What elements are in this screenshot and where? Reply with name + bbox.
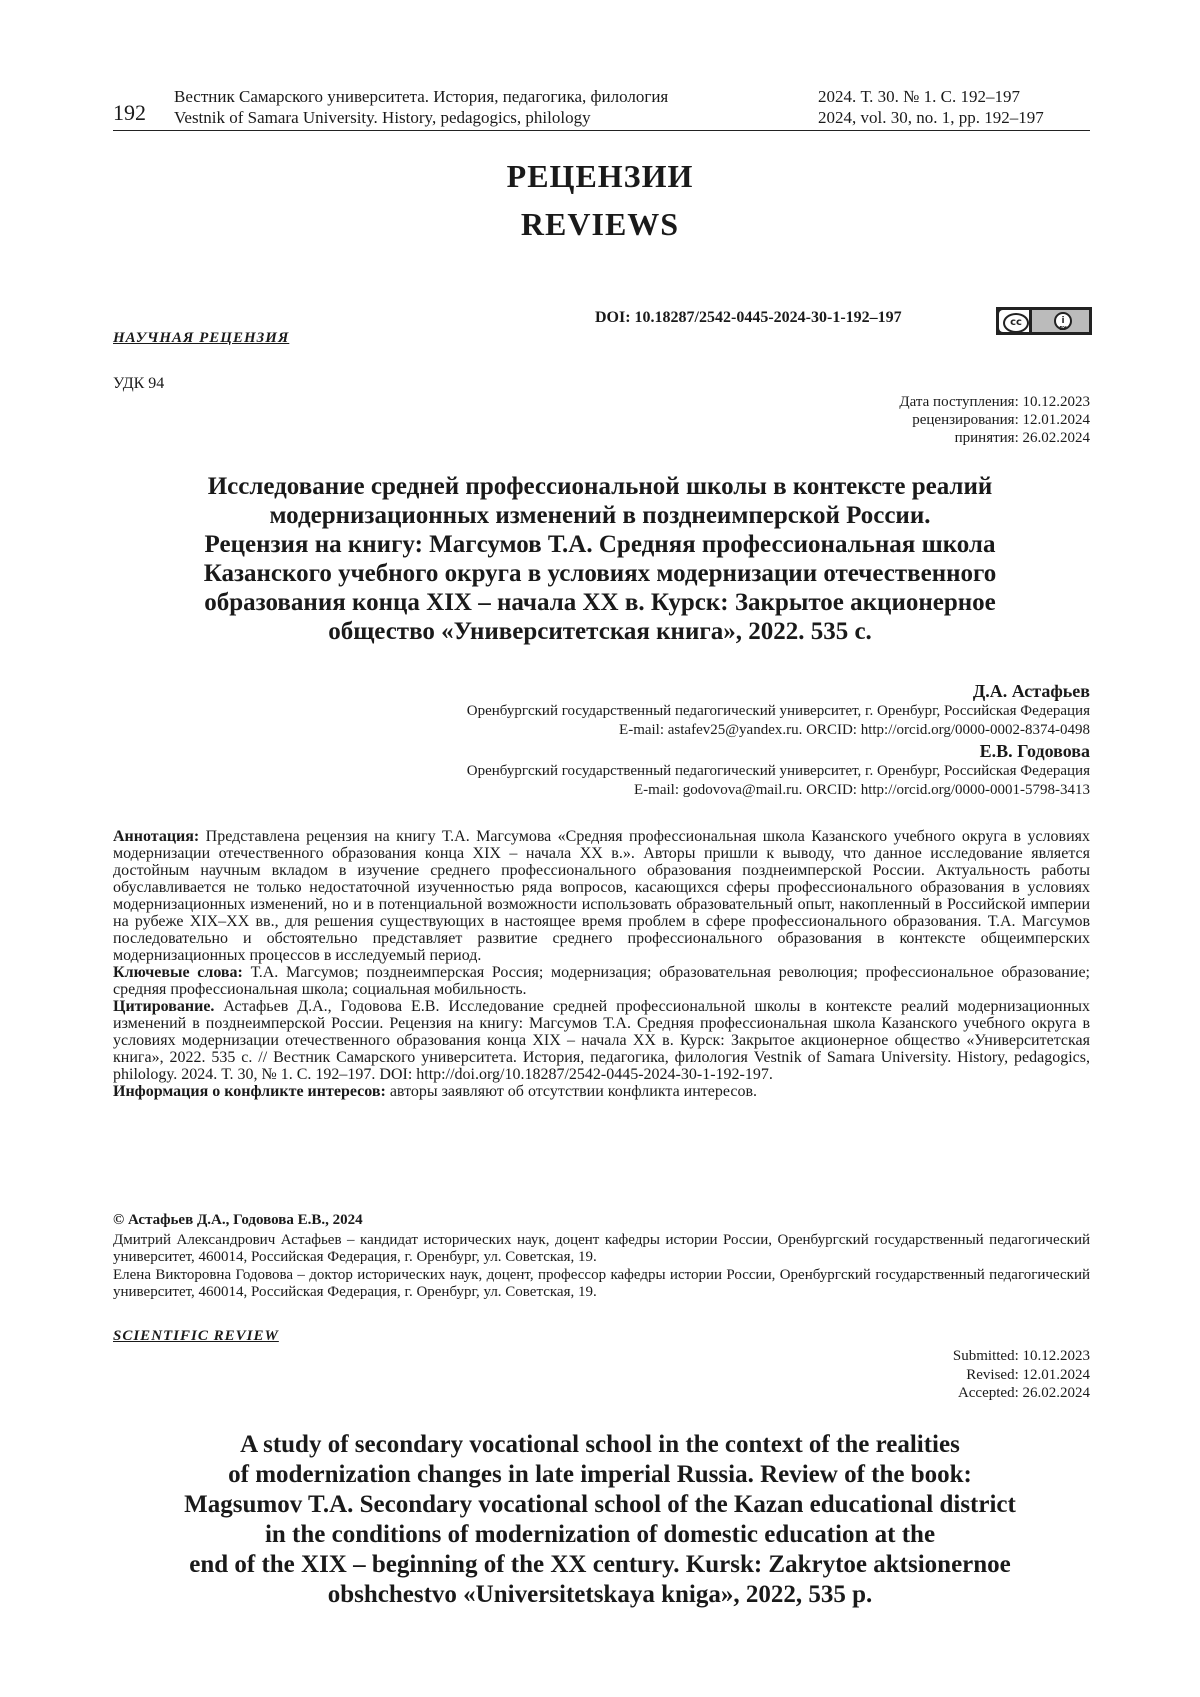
dates-ru xyxy=(899,393,1090,447)
date-reviewed: рецензирования: 12.01.2024 xyxy=(899,411,1090,429)
author-name: Е.В. Годовова xyxy=(467,740,1090,762)
title-line: in the conditions of modernization of domestic education at the xyxy=(120,1520,1080,1550)
title-line: общество «Университетская книга», 2022. 535 с. xyxy=(120,617,1080,646)
title-line: of modernization changes in late imperial Russia. Review of the book: xyxy=(120,1460,1080,1490)
title-line: Рецензия на книгу: Магсумов Т.А. Средняя профессиональная школа xyxy=(120,530,1080,559)
review-type-ru: НАУЧНАЯ РЕЦЕНЗИЯ xyxy=(113,330,289,347)
dates-en xyxy=(953,1347,1090,1403)
title-line: Исследование средней профессиональной школы в контексте реалий xyxy=(120,472,1080,501)
authors-block xyxy=(467,680,1090,800)
issue-info-en: 2024, vol. 30, no. 1, pp. 192–197 xyxy=(818,107,1044,128)
annotation-paragraph xyxy=(113,828,1090,964)
by-label: BY xyxy=(1054,326,1072,332)
citation-text: Астафьев Д.А., Годовова Е.В. Исследование средней профессиональной школы в контексте реалий модернизационных изменений в позднеимперской России. Рецензия на книгу: Магсумов Т.А. Средняя профессиональная школа Казанского учебного округа в условиях модернизации отечественного образования конца XIX – начала XX в. Курск: Закрытое акционерное общество «Университетская книга», 2022. 535 с. // Вестник Самарского университета. История, педагогика, филология Vestnik of Samara University. History, pedagogics, philology. 2024. Т. 30, № 1. С. 192–197. DOI: http://doi.org/10.18287/2542-0445-2024-30-1-192-197. xyxy=(113,998,1090,1083)
author-bio: Дмитрий Александрович Астафьев – кандидат исторических наук, доцент кафедры истории России, Оренбургский государственный педагогический университет, 460014, Российская Федерация, г. Оренбург, ул. Советская, 19. xyxy=(113,1232,1090,1267)
page-number: 192 xyxy=(113,100,146,126)
conflict-label: Информация о конфликте интересов: xyxy=(113,1083,386,1100)
title-line: Magsumov T.A. Secondary vocational school of the Kazan educational district xyxy=(120,1490,1080,1520)
keywords-label: Ключевые слова: xyxy=(113,964,243,981)
annotation-text: Представлена рецензия на книгу Т.А. Магсумова «Средняя профессиональная школа Казанского учебного округа в условиях модернизации отечественного образования конца XIX – начала XX в.». Авторы пришли к выводу, что данное исследование является достойным научным вкладом в изучение среднего профессионального образования позднеимперской России. Актуальность работы обуславливается не только недостаточной изученностью ряда вопросов, касающихся сферы профессионального образования в условиях модернизационных изменений, но и в потенциальной возможности использовать образовательный опыт, накопленный в Российской империи на рубеже XIX–XX вв., для решения существующих в настоящее время проблем в сфере профессионального образования. Т.А. Магсумов последовательно и обстоятельно представляет развитие среднего профессионального образования в контексте общеимперских модернизационных процессов в исследуемый период. xyxy=(113,828,1090,964)
author-bio: Елена Викторовна Годовова – доктор исторических наук, доцент, профессор кафедры истории России, Оренбургский государственный педагогический университет, 460014, Российская Федерация, г. Оренбург, ул. Советская, 19. xyxy=(113,1267,1090,1302)
journal-name-ru: Вестник Самарского университета. История, педагогика, филология xyxy=(174,86,668,107)
keywords-paragraph xyxy=(113,964,1090,998)
article-title-ru xyxy=(120,472,1080,646)
section-title-en: REVIEWS xyxy=(0,200,1200,248)
section-title xyxy=(0,152,1200,248)
conflict-paragraph xyxy=(113,1083,1090,1100)
issue-info-ru: 2024. Т. 30. № 1. С. 192–197 xyxy=(818,86,1044,107)
author-affiliation: Оренбургский государственный педагогический университет, г. Оренбург, Российская Федерация xyxy=(467,762,1090,781)
cc-by-license-badge[interactable] xyxy=(996,307,1092,335)
date-received: Дата поступления: 10.12.2023 xyxy=(899,393,1090,411)
title-line: модернизационных изменений в позднеимперской России. xyxy=(120,501,1080,530)
udk-code: УДК 94 xyxy=(113,375,164,393)
copyright-block xyxy=(113,1212,1090,1302)
author-contacts[interactable]: E-mail: astafev25@yandex.ru. ORCID: http://orcid.org/0000-0002-8374-0498 xyxy=(467,721,1090,740)
journal-name xyxy=(174,86,668,128)
cc-badge-left xyxy=(999,310,1029,332)
by-attribution-icon: i xyxy=(1054,312,1072,330)
cc-badge-right xyxy=(1032,310,1089,332)
copyright-line: © Астафьев Д.А., Годовова Е.В., 2024 xyxy=(113,1212,1090,1230)
citation-label: Цитирование. xyxy=(113,998,214,1015)
title-line: образования конца XIX – начала XX в. Курск: Закрытое акционерное xyxy=(120,588,1080,617)
header-divider xyxy=(113,130,1090,131)
journal-name-en: Vestnik of Samara University. History, pedagogics, philology xyxy=(174,107,668,128)
author-affiliation: Оренбургский государственный педагогический университет, г. Оренбург, Российская Федерация xyxy=(467,702,1090,721)
date-accepted-en: Accepted: 26.02.2024 xyxy=(953,1384,1090,1403)
issue-info xyxy=(818,86,1044,128)
conflict-text: авторы заявляют об отсутствии конфликта интересов. xyxy=(390,1083,757,1100)
citation-paragraph xyxy=(113,998,1090,1083)
doi-link[interactable]: DOI: 10.18287/2542-0445-2024-30-1-192–197 xyxy=(595,309,902,327)
date-revised: Revised: 12.01.2024 xyxy=(953,1366,1090,1385)
title-line: obshchestvo «Universitetskaya kniga», 2022, 535 p. xyxy=(120,1580,1080,1610)
author-contacts[interactable]: E-mail: godovova@mail.ru. ORCID: http://orcid.org/0000-0001-5798-3413 xyxy=(467,781,1090,800)
section-title-ru: РЕЦЕНЗИИ xyxy=(0,152,1200,200)
annotation-label: Аннотация: xyxy=(113,828,199,845)
article-title-en xyxy=(120,1430,1080,1610)
date-submitted: Submitted: 10.12.2023 xyxy=(953,1347,1090,1366)
keywords-text: Т.А. Магсумов; позднеимперская Россия; модернизация; образовательная революция; профессиональное образование; средняя профессиональная школа; социальная мобильность. xyxy=(113,964,1090,998)
abstract-block xyxy=(113,828,1090,1100)
title-line: Казанского учебного округа в условиях модернизации отечественного xyxy=(120,559,1080,588)
date-accepted: принятия: 26.02.2024 xyxy=(899,429,1090,447)
cc-icon: cc xyxy=(1003,313,1029,333)
author-name: Д.А. Астафьев xyxy=(467,680,1090,702)
title-line: A study of secondary vocational school in the context of the realities xyxy=(120,1430,1080,1460)
review-type-en: SCIENTIFIC REVIEW xyxy=(113,1328,279,1345)
title-line: end of the XIX – beginning of the XX century. Kursk: Zakrytoe aktsionernoe xyxy=(120,1550,1080,1580)
